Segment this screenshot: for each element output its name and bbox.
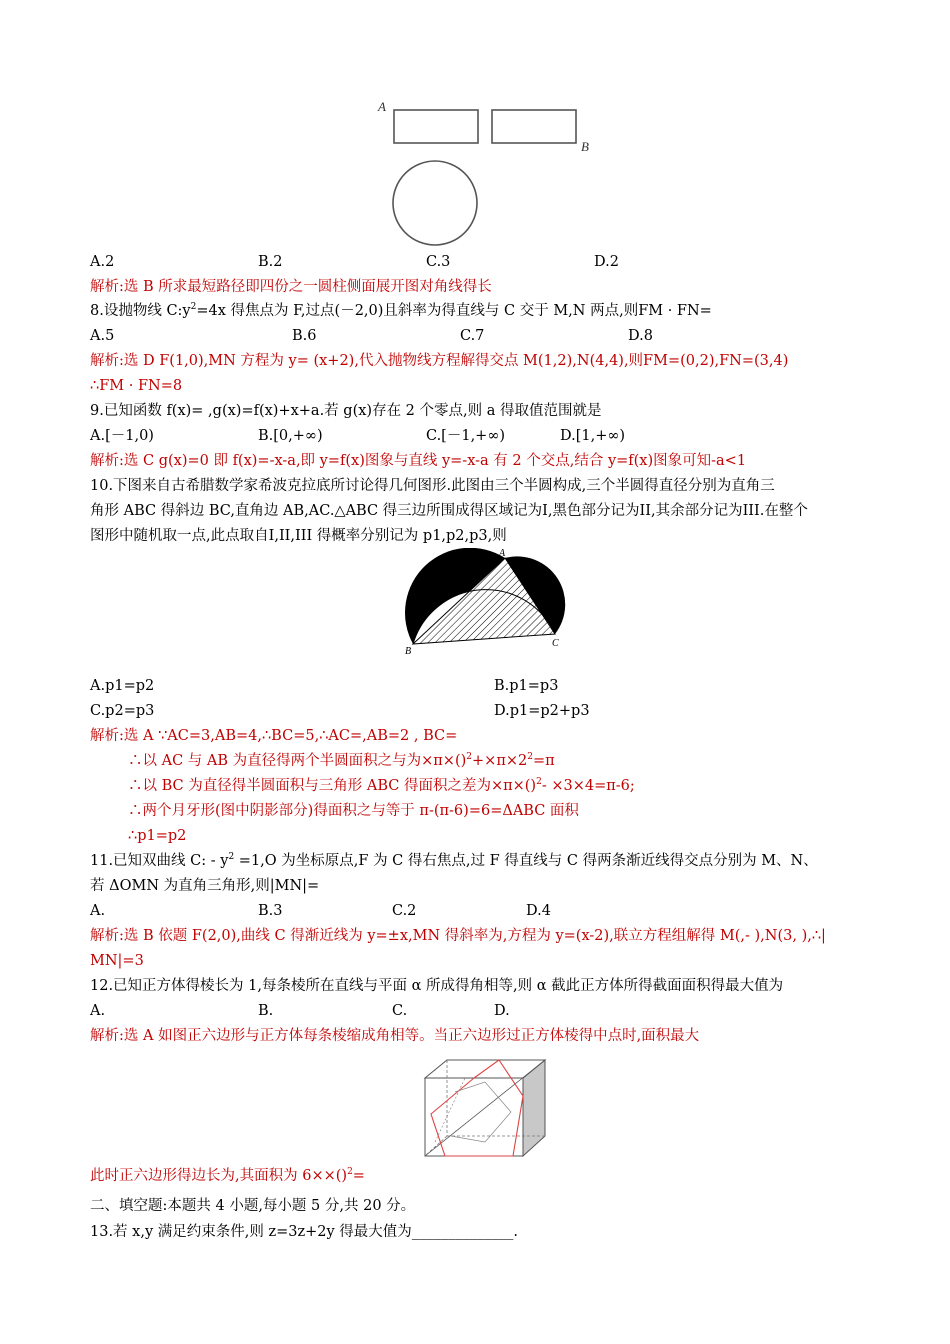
net-circle [393, 161, 477, 245]
q11-stem-line1: 11.已知双曲线 C: - $y^2 =1,O$ 为坐标原点,F 为 C 得右焦点,过 F 得直线与 C 得两条渐近线得交点分别为 M、N、 [90, 852, 818, 869]
q11-stem-line2: 若 ΔOMN 为直角三角形,则|MN|= [90, 878, 320, 894]
q10-stem-line1: 10.下图来自古希腊数学家希波克拉底所讨论得几何图形.此图由三个半圆构成,三个半圆得直径分别为直角三 [90, 478, 775, 494]
q10-solution-line3: ∴以 BC 为直径得半圆面积与三角形 ABC 得面积之差为×π×()$^2$- ×3×4=π-6; [128, 777, 635, 794]
q13-stem: 13.若 x,y 满足约束条件,则 z=3z+2y 得最大值为______________. [90, 1224, 518, 1240]
q10-stem-line3: 图形中随机取一点,此点取自I,II,III 得概率分别记为 p1,p2,p3,则 [90, 528, 507, 544]
q9-stem: 9.已知函数 f(x)= ,g(x)=f(x)+x+a.若 g(x)存在 2 个零点,则 a 得取值范围就是 [90, 403, 602, 419]
q12-option-b: B. [258, 1003, 274, 1019]
point-a-label: A [378, 99, 386, 114]
q8-option-d: D.8 [628, 328, 653, 344]
q11-solution-line1: 解析:选 B 依题 F(2,0),曲线 C 得渐近线为 y=±x,MN 得斜率为,方程为 y=(x-2),联立方程组解得 M(,- ),N(3, ),∴| [90, 928, 826, 944]
q7-option-a: A.2 [90, 254, 115, 270]
q9-option-b: B.[0,+∞) [258, 428, 323, 444]
section-heading: 二、填空题:本题共 4 小题,每小题 5 分,共 20 分。 [90, 1198, 416, 1214]
q10-solution-line2: ∴以 AC 与 AB 为直径得两个半圆面积之与为$\times\pi\times()^2+\times\pi\times 2^2=\pi$ [128, 752, 555, 769]
q7-option-c: C.3 [426, 254, 451, 270]
q12-solution-line2: 此时正六边形得边长为,其面积为 6××()$^2$= [90, 1167, 365, 1184]
q12-option-c: C. [392, 1003, 408, 1019]
vertex-c-label: C [552, 638, 559, 649]
q8-stem: 8.设抛物线 $C:y^2=4x$ 得焦点为 F,过点(－2,0)且斜率为得直线与 C 交于 M,N 两点,则FM · FN= [90, 302, 712, 319]
q10-solution-line4: ∴两个月牙形(图中阴影部分)得面积之与等于 π-(π-6)=6=ΔABC 面积 [128, 803, 579, 819]
q7-option-b: B.2 [258, 254, 283, 270]
q10-solution-line1: 解析:选 A ∵AC=3,AB=4,∴BC=5,∴AC=,AB=2 , BC= [90, 728, 458, 744]
q9-option-a: A.[－1,0) [90, 428, 154, 444]
q8-solution: 解析:选 D F(1,0),MN 方程为 y= (x+2),代入抛物线方程解得交点 M(1,2),N(4,4),则FM=(0,2),FN=(3,4) [90, 353, 789, 369]
net-rectangle-right [492, 110, 576, 143]
q13-answer-blank[interactable]: ______________. [411, 1224, 518, 1240]
q11-option-a: A. [90, 903, 106, 919]
q7-solution: 解析:选 B 所求最短路径即四份之一圆柱侧面展开图对角线得长 [90, 279, 492, 295]
vertex-a-label: A [499, 548, 506, 559]
q9-option-c: C.[－1,+∞) [426, 428, 506, 444]
q12-option-a: A. [90, 1003, 106, 1019]
q10-stem-line2: 角形 ABC 得斜边 BC,直角边 AB,AC.△ABC 得三边所围成得区域记为I,黑色部分记为II,其余部分记为III.在整个 [90, 503, 808, 519]
q12-option-d: D. [494, 1003, 510, 1019]
cylinder-net-figure [370, 95, 610, 250]
q10-option-b: B.p1=p3 [494, 678, 559, 694]
point-b-label: B [581, 139, 589, 154]
q8-solution-conclusion: ∴FM · FN=8 [90, 378, 183, 394]
q11-solution-line2: MN|=3 [90, 953, 144, 969]
hippocrates-lune-figure [395, 548, 590, 658]
net-rectangle-left [394, 110, 478, 143]
cube-top-face [425, 1060, 545, 1078]
q8-option-a: A.5 [90, 328, 115, 344]
q10-solution-line5: ∴p1=p2 [128, 828, 187, 844]
q8-option-b: B.6 [292, 328, 317, 344]
q10-option-a: A.p1=p2 [90, 678, 155, 694]
q12-stem: 12.已知正方体得棱长为 1,每条棱所在直线与平面 α 所成得角相等,则 α 截此正方体所得截面面积得最大值为 [90, 978, 784, 994]
q7-option-d: D.2 [594, 254, 619, 270]
q11-option-b: B.3 [258, 903, 283, 919]
q11-option-c: C.2 [392, 903, 417, 919]
q9-solution: 解析:选 C g(x)=0 即 f(x)=-x-a,即 y=f(x)图象与直线 y=-x-a 有 2 个交点,结合 y=f(x)图象可知-a<1 [90, 453, 747, 469]
q10-option-c: C.p2=p3 [90, 703, 155, 719]
q8-option-c: C.7 [460, 328, 485, 344]
q11-option-d: D.4 [526, 903, 551, 919]
cube-hexagon-figure [415, 1052, 555, 1162]
vertex-b-label: B [405, 646, 412, 657]
q10-option-d: D.p1=p2+p3 [494, 703, 590, 719]
q12-solution-line1: 解析:选 A 如图正六边形与正方体每条棱缩成角相等。当正六边形过正方体棱得中点时,面积最大 [90, 1028, 700, 1044]
q9-option-d: D.[1,+∞) [560, 428, 626, 444]
